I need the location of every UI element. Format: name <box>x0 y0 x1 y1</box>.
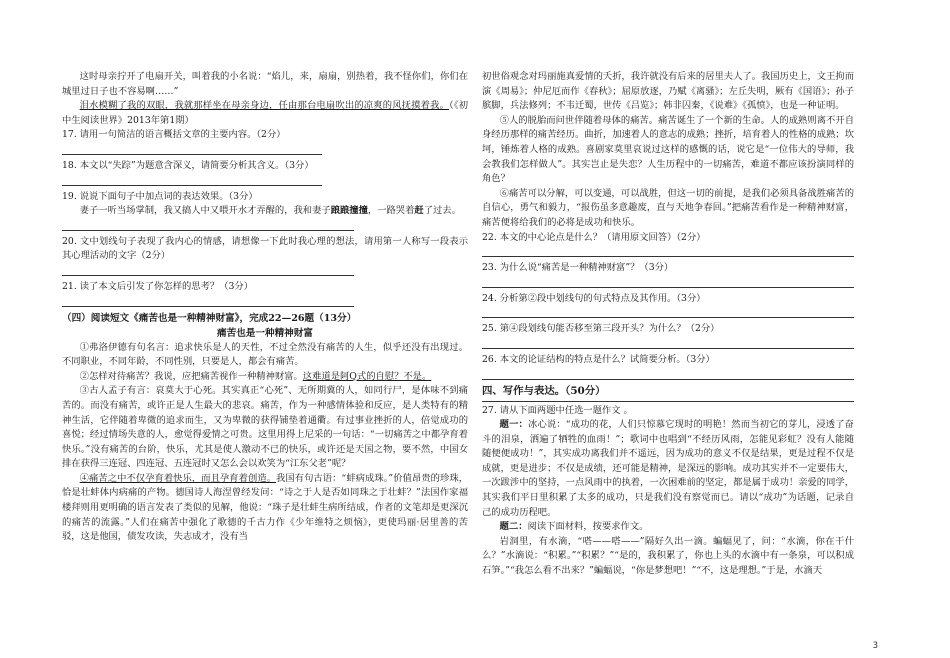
topic-2-intro <box>482 520 854 535</box>
answer-line[interactable] <box>482 246 854 257</box>
answer-line[interactable] <box>62 220 354 231</box>
essay-text: 我国有句古语：“蚌病成珠。”价值昂贵的珍珠，恰是壮蚌体内病痛的产物。德国诗人海涅曾经发问：“诗之于人是否如同珠之于壮蚌？”法国作家福楼拜则用更明确的语言发表了类似的见解，他说：“珠子是壮蚌生病所结成，作者的文笔却是更深沉的痛苦的流露。”人们在痛苦中强化了歌德的千古力作《少年维特之烦恼》，更使玛丽·居里善的苦驳，这是他国，债发攻读，失志成才，没有当 <box>62 472 468 543</box>
quote-text: 了过去。 <box>423 205 461 217</box>
essay-paragraph-1: ①弗洛伊德有句名言：追求快乐是人的天性，不过全然没有痛苦的人生，似乎还没有出现过。不同职业，不同年龄，不同性别，只要是人，都会有痛苦。 <box>62 341 468 368</box>
left-column <box>62 70 468 545</box>
answer-line[interactable] <box>482 277 854 288</box>
answer-line[interactable] <box>482 307 854 318</box>
dotted-word: 赶 <box>414 205 424 217</box>
answer-line[interactable] <box>62 265 354 276</box>
essay-paragraph-3: ③古人孟子有言：哀莫大于心死。其实真正“心死”、无所期冀的人，如同行尸，是体味不到痛苦的。而没有痛苦，或许正是人生最大的悲哀。痛苦，作为一种感情体验和反应，是人类特有的精神生活，它伴随着卑微的追求而生，又为卑微的获得铺垫着通衢。有过事业挫折的人，倍觉成功的喜悦；经过情场失意的人，愈觉得爱情之可贵。这里用得上尼采的一句话：“一切痛苦之中都孕育着快乐。”没有痛苦的台阶，快乐，尤其是使人激动不已的快乐，或许还是天国之物，要不然，中国女排在获得三连冠、四连冠、五连冠时又怎么会以欢笑为“江东父老”呢？ <box>62 385 468 470</box>
question-25: 25. 第④段划线句能否移至第三段开头？为什么？（2分） <box>482 323 720 335</box>
essay-title: 痛苦也是一种精神财富 <box>217 327 313 339</box>
question-22: 22. 本文的中心论点是什么？（请用原文回答）（2分） <box>482 231 706 243</box>
question-26: 26. 本文的论证结构的特点是什么？试简要分析。（3分） <box>482 353 715 365</box>
story-paragraph: 这时母亲拧开了电扇开关，叫着我的小名说：“焰儿，来，扇扇，别热着，我不怪你们，你们在城里过日子也不容易啊……” <box>62 71 468 97</box>
question-18: 18. 本文以“失踪”为题意含深义，请简要分析其含义。（3分） <box>62 159 314 171</box>
underlined-sentence: 泪水模糊了我的双眼，我就那样坐在母亲身边，任由那台电扇吹出的凉爽的风抚摸着我。 <box>79 100 450 112</box>
essay-text: ②怎样对待痛苦？我说，应把痛苦视作一种精神财富。 <box>79 370 303 382</box>
writing-section-title: 四、写作与表达。（50分） <box>482 384 854 402</box>
question-19-quote <box>62 204 468 219</box>
answer-line[interactable] <box>482 338 854 349</box>
question-27: 27. 请从下面两题中任选一题作文 。 <box>482 404 633 416</box>
section-4-heading: （四）阅读短文《痛苦也是一种精神财富》，完成22—26题（13分） <box>62 312 357 324</box>
essay-paragraph-2 <box>62 370 468 385</box>
page-number: 3 <box>872 641 878 651</box>
topic-1 <box>482 418 854 520</box>
topic-text: 阅读下面材料，按要求作文。 <box>527 521 649 533</box>
question-23: 23. 为什么说“痛苦是一种精神财富”？（3分） <box>482 262 674 274</box>
story-last-paragraph <box>62 99 468 128</box>
quote-text: 妻子一听当场掌制，我又搞人中又喂开水才弄醒的，我和妻子 <box>79 205 331 217</box>
dotted-word: 踉踉撞撞 <box>330 205 368 217</box>
topic-label: 题一： <box>499 419 528 431</box>
underlined-sentence: 这难道是阿Q式的自慰？不是。 <box>302 370 432 382</box>
essay-continued: 初世俗观念对玛丽施真爱情的夭折，我许就没有后来的居里夫人了。我国历史上，文王拘而演《周易》；仲尼厄而作《春秋》；屈原放逐，乃赋《离骚》；左丘失明，厥有《国语》；孙子膑脚，兵法修列；不韦迁蜀，世传《吕览》；韩非囚秦，《说难》《孤愤》，也是一种证明。 <box>482 71 854 112</box>
topic-text: 冰心说：“成功的花，人们只惊慕它现时的明艳！然而当初它的芽儿，浸透了奋斗的泪泉，洒遍了牺牲的血雨！”；歌词中也唱到“不经历风雨，怎能见彩虹？没有人能随随便便成功！”，其实成功离我们并不遥远，因为成功的意义不仅是结果，更是过程不仅是成就，更是进步；不仅是成绩，还可能是精神，是深远的影响。成功其实并不一定要伟大，一次跋涉中的坚持，一点风雨中的执着，一次困难前的坚定，都是属于成功！亲爱的同学，其实我们平日里积累了太多的成功，只是我们没有察觉而已。请以“成功”为话题，记录自己的成功历程吧。 <box>482 419 854 518</box>
question-24: 24. 分析第②段中划线句的句式特点及其作用。（3分） <box>482 292 706 304</box>
answer-line[interactable] <box>62 296 354 307</box>
topic-label: 题二： <box>499 521 528 533</box>
source-citation: （《初中生阅读世界》2013年第1期） <box>62 100 468 126</box>
answer-line[interactable] <box>62 144 322 155</box>
question-21: 21. 读了本文后引发了你怎样的思考？（3分） <box>62 280 253 292</box>
right-column <box>482 70 854 579</box>
quote-text: ，一路哭着 <box>367 205 415 217</box>
question-20: 20. 文中划线句子表现了我内心的情感，请想像一下此时我心理的想法，请用第一人称写一段表示其心理活动的文字（2分） <box>62 235 468 262</box>
answer-line[interactable] <box>62 175 322 186</box>
question-17: 17. 请用一句简洁的语言概括文章的主要内容。（2分） <box>62 129 286 141</box>
topic-2-material: 岩洞里，有水滴，“嗒——嗒——”隔好久出一滴。蝙蝠见了，问：“水滴，你在干什么？”水滴说：“积累。”“积累？”“是的，我积累了，你也上头的水滴中有一条泉，可以积成石笋。”“我怎么看不出来？”蝙蝠说，“你是梦想吧！”“不，这是理想。”于是，水滴天 <box>482 535 854 577</box>
essay-paragraph-6: ⑥痛苦可以分解，可以变通，可以战胜，但这一切的前提，是我们必须具备战胜痛苦的自信心，勇气和毅力，“报伤虽多意趣废，直与天地争春回。”把痛苦看作是一种精神财富，痛苦便将给我们的必将是成功和快乐。 <box>482 187 854 228</box>
underlined-sentence: ④痛苦之中不仅孕育着快乐，而且孕育着创造。 <box>79 472 277 484</box>
answer-line[interactable] <box>482 369 854 380</box>
question-19: 19. 说说下面句子中加点词的表达效果。（3分） <box>62 190 258 202</box>
essay-paragraph-5: ⑤人的脱胎而问世伴随着母体的痛苦。痛苦诞生了一个新的生命。人的成熟则离不开自身经历那样的痛苦经历。曲折，加速着人的意志的成熟；挫折，培育着人的性格的成熟；坎坷，锤炼着人格的成熟。喜剧家莫里哀说过这样的感慨的话，说它是“一位伟大的导师，我会教我们怎样做人”。其实岂止是失恋？人生历程中的一切痛苦，难道不都应该扮演同样的角色？ <box>482 114 854 185</box>
essay-paragraph-4 <box>62 472 468 545</box>
